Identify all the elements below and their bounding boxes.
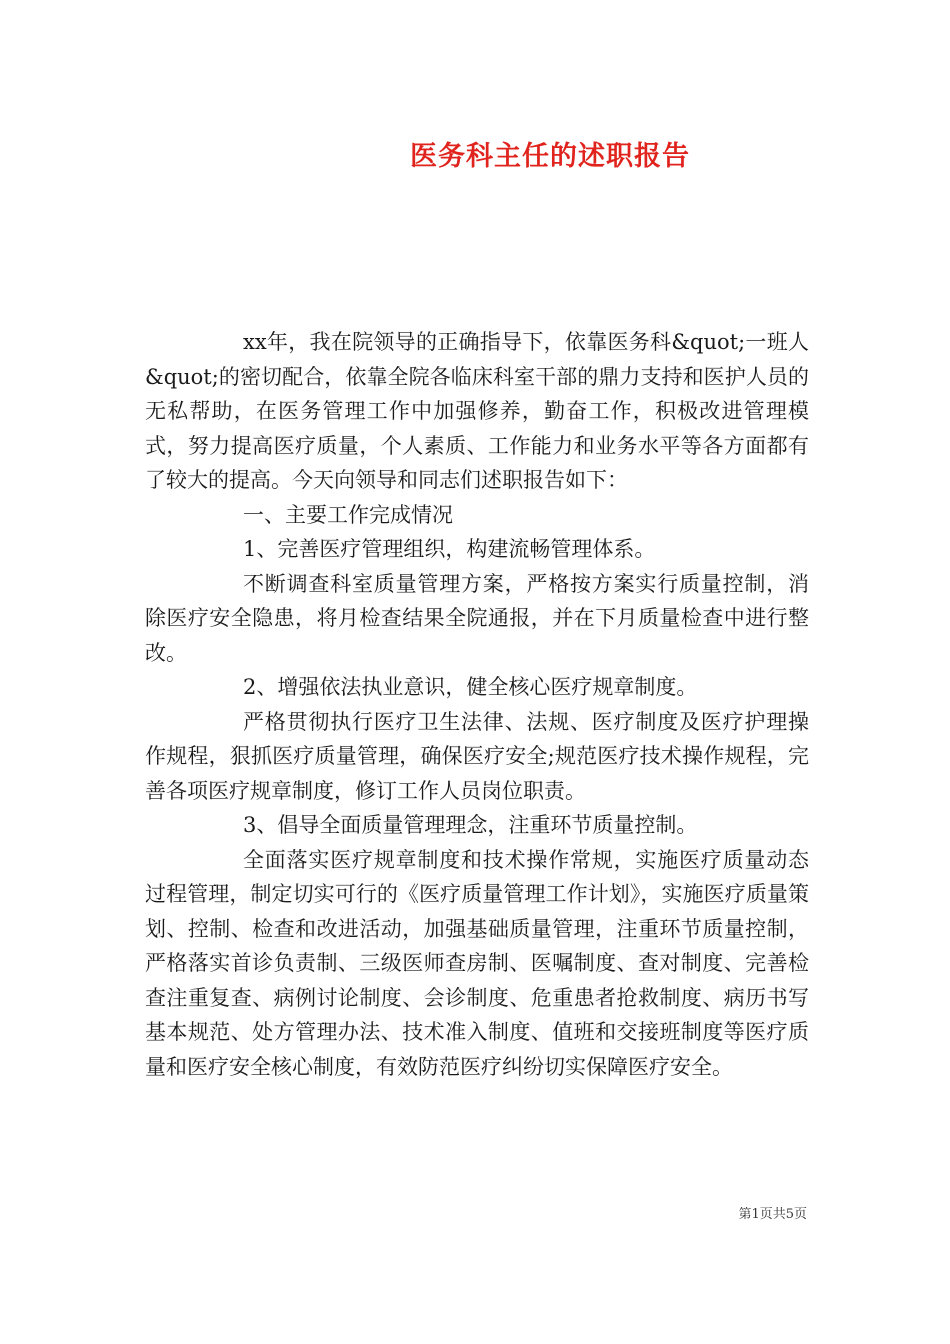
intro-paragraph: xx年，我在院领导的正确指导下，依靠医务科&quot;一班人&quot;的密切配合，依靠全院各临床科室干部的鼎力支持和医护人员的无私帮助，在医务管理工作中加强修养，勤奋工作，积极改进管理模式，努力提高医疗质量，个人素质、工作能力和业务水平等各方面都有了较大的提高。今天向领导和同志们述职报告如下： bbox=[145, 330, 809, 492]
item-1-paragraph: 不断调查科室质量管理方案，严格按方案实行质量控制，消除医疗安全隐患，将月检查结果全院通报，并在下月质量检查中进行整改。 bbox=[145, 571, 809, 665]
item-3-heading: 3、倡导全面质量管理理念，注重环节质量控制。 bbox=[243, 813, 698, 837]
document-title: 医务科主任的述职报告 bbox=[410, 141, 690, 172]
document-body bbox=[145, 325, 809, 1084]
item-2-heading: 2、增强依法执业意识，健全核心医疗规章制度。 bbox=[243, 675, 698, 699]
page-number-footer: 第1页共5页 bbox=[738, 1207, 807, 1222]
item-1-heading: 1、完善医疗管理组织，构建流畅管理体系。 bbox=[243, 537, 656, 561]
item-2-paragraph: 严格贯彻执行医疗卫生法律、法规、医疗制度及医疗护理操作规程，狠抓医疗质量管理，确保医疗安全;规范医疗技术操作规程，完善各项医疗规章制度，修订工作人员岗位职责。 bbox=[145, 709, 809, 803]
item-3-paragraph: 全面落实医疗规章制度和技术操作常规，实施医疗质量动态过程管理，制定切实可行的《医疗质量管理工作计划》，实施医疗质量策划、控制、检查和改进活动，加强基础质量管理，注重环节质量控制，严格落实首诊负责制、三级医师查房制、医嘱制度、查对制度、完善检查注重复查、病例讨论制度、会诊制度、危重患者抢救制度、病历书写基本规范、处方管理办法、技术准入制度、值班和交接班制度等医疗质量和医疗安全核心制度，有效防范医疗纠纷切实保障医疗安全。 bbox=[145, 847, 809, 1079]
section-heading: 一、主要工作完成情况 bbox=[243, 502, 453, 527]
